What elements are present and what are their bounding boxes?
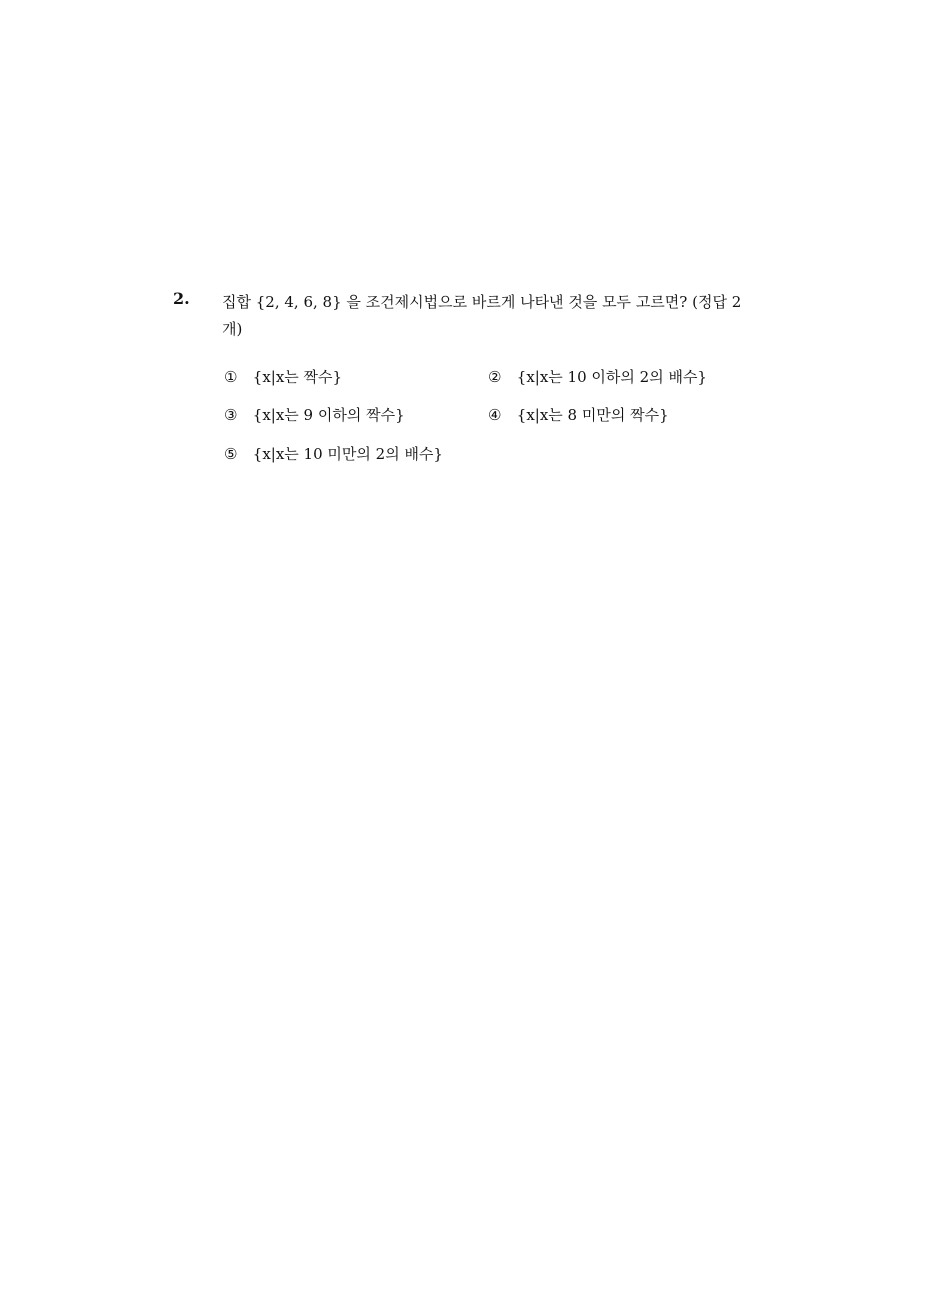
choice-marker: ④: [488, 406, 502, 424]
choice-marker: ②: [488, 368, 502, 386]
question-number: 2.: [173, 289, 190, 308]
choice-text: {x|x는 8 미만의 짝수}: [516, 406, 669, 424]
choice-marker: ⑤: [224, 445, 238, 463]
choice-3[interactable]: [224, 404, 405, 425]
choice-5[interactable]: [224, 443, 443, 464]
choice-marker: ③: [224, 406, 238, 424]
choice-list: [224, 364, 744, 484]
choice-1[interactable]: [224, 366, 342, 387]
question-text: 집합 {2, 4, 6, 8} 을 조건제시법으로 바르게 나타낸 것을 모두 고르면? (정답 2 개): [222, 293, 742, 338]
choice-2[interactable]: [488, 366, 707, 387]
choice-text: {x|x는 10 미만의 2의 배수}: [252, 445, 443, 463]
choice-4[interactable]: [488, 404, 669, 425]
choice-text: {x|x는 짝수}: [252, 368, 343, 386]
choice-marker: ①: [224, 368, 238, 386]
choice-text: {x|x는 9 이하의 짝수}: [252, 406, 405, 424]
choice-text: {x|x는 10 이하의 2의 배수}: [516, 368, 707, 386]
